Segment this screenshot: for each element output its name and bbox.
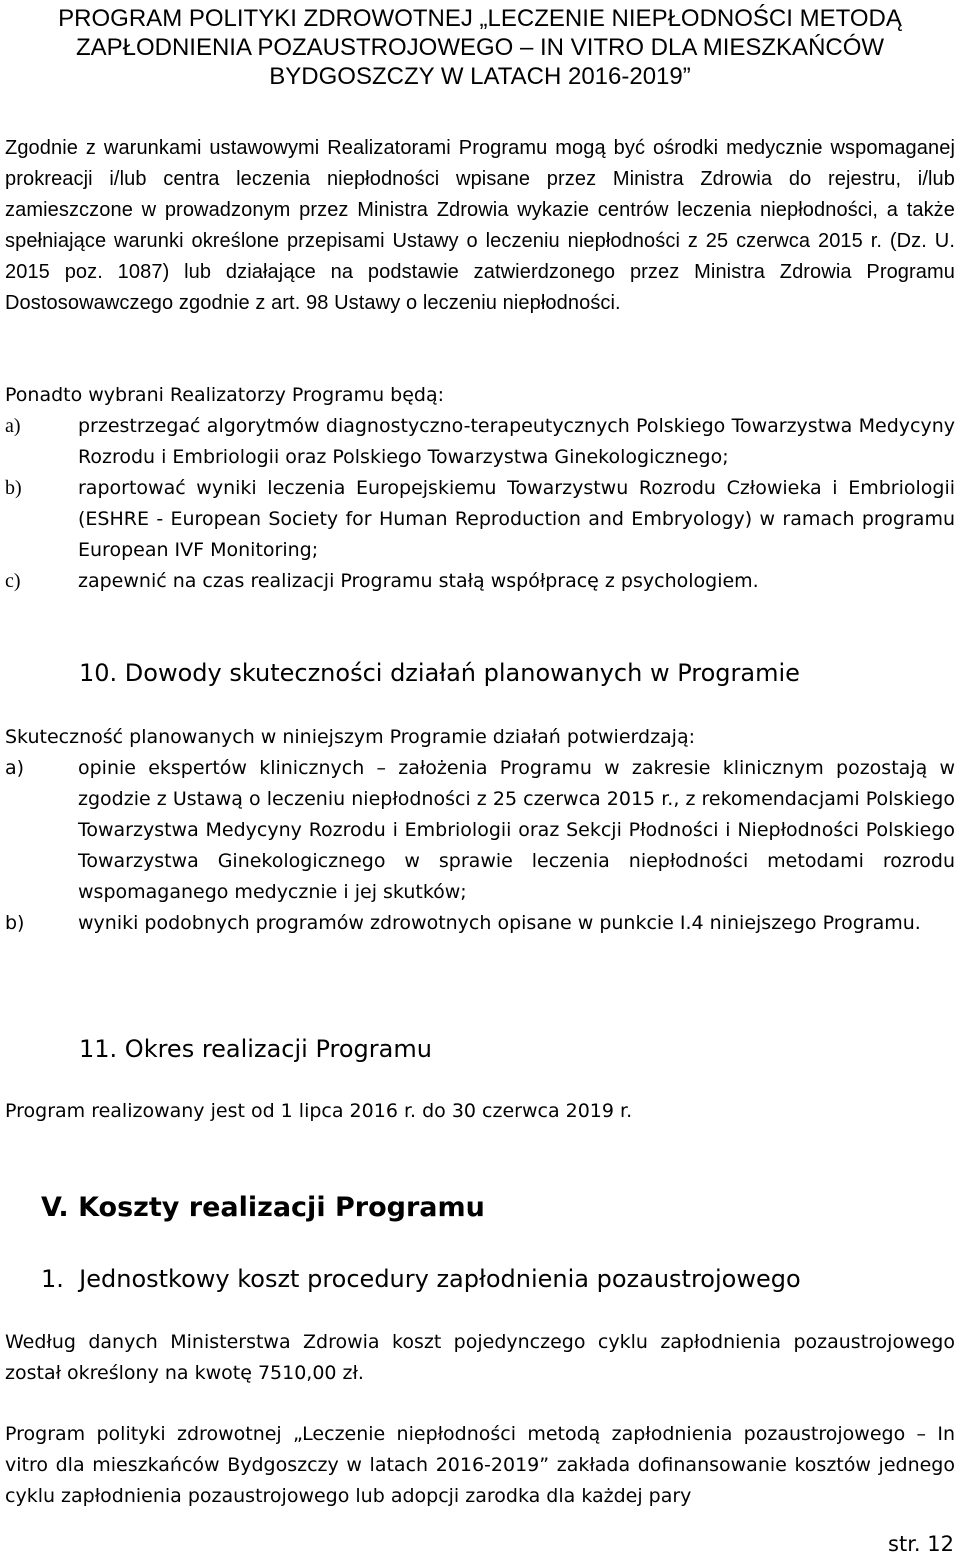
section-11-heading: 11. Okres realizacji Programu [79, 1035, 432, 1063]
page-number: str. 12 [888, 1532, 954, 1556]
list-marker: b) [5, 912, 25, 934]
list-item [5, 411, 955, 473]
list-item [5, 566, 955, 597]
obligations-list [5, 411, 955, 597]
list-item-text: raportować wyniki leczenia Europejskiemu Towarzystwu Rozrodu Człowieka i Embriologii (ESHRE - European Society for Human Reproduction and Embryology) w ramach programu European IVF Monitoring; [78, 477, 955, 561]
section-10-intro: Skuteczność planowanych w niniejszym Programie działań potwierdzają: [5, 726, 696, 748]
list-item [5, 908, 955, 939]
list-item-text: zapewnić na czas realizacji Programu stałą współpracę z psychologiem. [78, 570, 759, 592]
section-v-heading: V. Koszty realizacji Programu [41, 1192, 485, 1223]
list-item-text: przestrzegać algorytmów diagnostyczno-terapeutycznych Polskiego Towarzystwa Medycyny Rozrodu i Embriologii oraz Polskiego Towarzystwa Ginekologicznego; [78, 415, 955, 468]
list-marker: c) [5, 570, 21, 592]
header-line-3: BYDGOSZCZY W LATACH 2016-2019” [269, 63, 691, 90]
list-item-text: opinie ekspertów klinicznych – założenia Programu w zakresie klinicznym pozostają w zgodzie z Ustawą o leczeniu niepłodności z 25 czerwca 2015 r., z rekomendacjami Polskiego Towarzystwa Medycyny Rozrodu i Embriologii oraz Sekcji Płodności i Niepłodności Polskiego Towarzystwa Ginekologicznego w sprawie leczenia niepłodności metodami rozrodu wspomaganego medycznie i jej skutków; [78, 757, 955, 903]
header-line-2: ZAPŁODNIENIA POZAUSTROJOWEGO – IN VITRO DLA MIESZKAŃCÓW [75, 34, 885, 61]
funding-paragraph: Program polityki zdrowotnej „Leczenie niepłodności metodą zapłodnienia pozaustrojowego – In vitro dla mieszkańców Bydgoszczy w latach 2016-2019” zakłada dofinansowanie kosztów jednego cyklu zapłodnienia pozaustrojowego lub adopcji zarodka dla każdej pary [5, 1423, 955, 1507]
header-line-1: PROGRAM POLITYKI ZDROWOTNEJ „LECZENIE NIEPŁODNOŚCI METODĄ [58, 5, 902, 32]
paragraph-realizatorzy: Zgodnie z warunkami ustawowymi Realizatorami Programu mogą być ośrodki medycznie wspomaganej prokreacji i/lub centra leczenia niepłodności wpisane przez Ministra Zdrowia do rejestru, i/lub zamieszczone w prowadzonym przez Ministra Zdrowia wykazie centrów leczenia niepłodności, a także spełniające warunki określone przepisami Ustawy o leczeniu niepłodności z 25 czerwca 2015 r. (Dz. U. 2015 poz. 1087) lub działające na podstawie zatwierdzonego przez Ministra Zdrowia Programu Dostosowawczego zgodnie z art. 98 Ustawy o leczeniu niepłodności. [5, 137, 955, 314]
evidence-list [5, 753, 955, 939]
subsection-1-heading: 1. Jednostkowy koszt procedury zapłodnienia pozaustrojowego [41, 1265, 801, 1293]
list-marker: a) [5, 415, 21, 437]
paragraph-ponadto: Ponadto wybrani Realizatorzy Programu będą: [5, 384, 445, 406]
list-marker: a) [5, 757, 25, 779]
list-item-text: wyniki podobnych programów zdrowotnych opisane w punkcie I.4 niniejszego Programu. [78, 912, 921, 934]
list-item [5, 473, 955, 566]
section-11-text: Program realizowany jest od 1 lipca 2016 r. do 30 czerwca 2019 r. [5, 1100, 633, 1122]
list-item [5, 753, 955, 908]
cost-paragraph: Według danych Ministerstwa Zdrowia koszt pojedynczego cyklu zapłodnienia pozaustrojowego został określony na kwotę 7510,00 zł. [5, 1331, 955, 1384]
section-10-heading: 10. Dowody skuteczności działań planowanych w Programie [79, 659, 800, 687]
document-header [0, 4, 960, 91]
list-marker: b) [5, 477, 22, 499]
